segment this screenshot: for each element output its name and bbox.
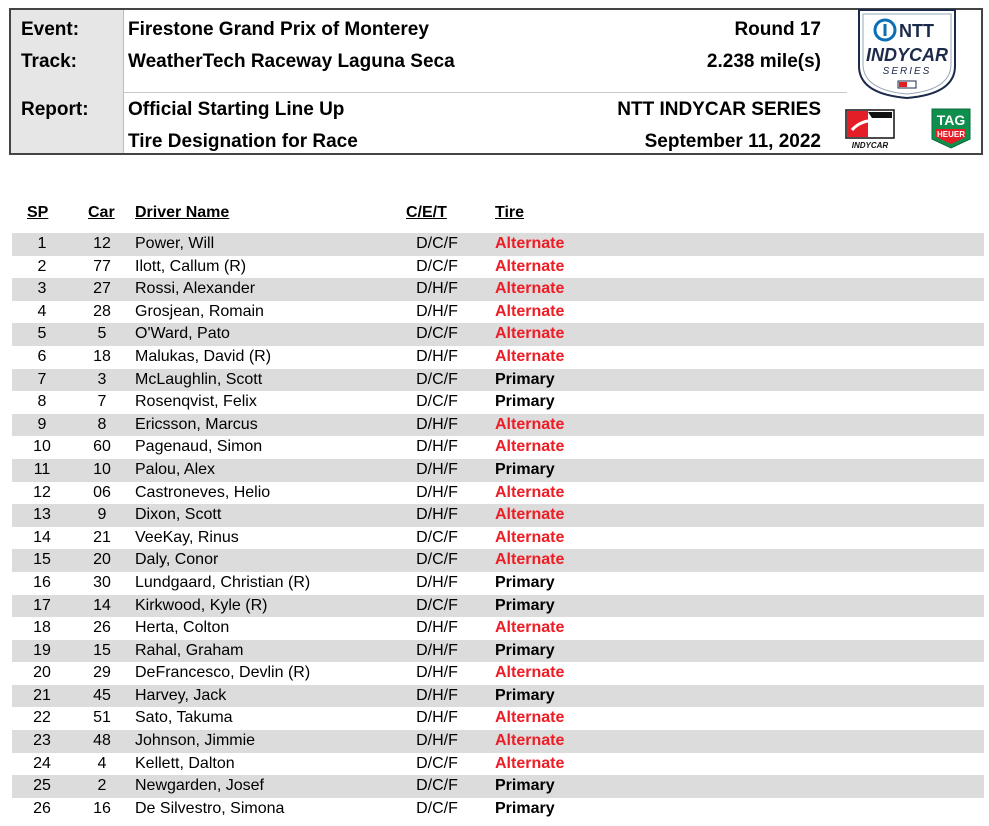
table-row xyxy=(12,595,984,618)
tire-designation-cell: Primary xyxy=(495,777,555,795)
start-position-cell: 23 xyxy=(33,732,51,750)
table-row xyxy=(12,572,984,595)
tire-designation-cell: Primary xyxy=(495,573,555,591)
driver-name-cell: Rosenqvist, Felix xyxy=(135,393,257,411)
car-number-cell: 26 xyxy=(93,619,111,637)
column-header-sp: SP xyxy=(27,204,49,221)
driver-name-cell: Ericsson, Marcus xyxy=(135,415,258,433)
car-number-cell: 28 xyxy=(93,302,111,320)
driver-name-cell: Sato, Takuma xyxy=(135,709,233,727)
driver-name-cell: VeeKay, Rinus xyxy=(135,528,239,546)
tire-designation-cell: Alternate xyxy=(495,528,565,546)
tire-designation-cell: Alternate xyxy=(495,506,565,524)
table-row xyxy=(12,640,984,663)
chassis-engine-tire-cell: D/C/F xyxy=(416,596,458,614)
tire-designation-cell: Alternate xyxy=(495,347,565,365)
table-row xyxy=(12,707,984,730)
column-header-car: Car xyxy=(88,204,115,221)
svg-text:TAG: TAG xyxy=(936,112,966,128)
chassis-engine-tire-cell: D/H/F xyxy=(416,732,458,750)
tire-designation-cell: Alternate xyxy=(495,325,565,343)
table-row xyxy=(12,436,984,459)
start-position-cell: 20 xyxy=(33,664,51,682)
table-row xyxy=(12,753,984,776)
start-position-cell: 8 xyxy=(37,393,47,411)
car-number-cell: 15 xyxy=(93,641,111,659)
start-position-cell: 10 xyxy=(33,438,51,456)
car-number-cell: 21 xyxy=(93,528,111,546)
table-row xyxy=(12,730,984,753)
start-position-cell: 21 xyxy=(33,686,51,704)
column-header-cet: C/E/T xyxy=(406,204,447,221)
tire-designation-cell: Alternate xyxy=(495,754,565,772)
start-position-cell: 17 xyxy=(33,596,51,614)
tire-designation-cell: Alternate xyxy=(495,483,565,501)
driver-name-cell: De Silvestro, Simona xyxy=(135,799,285,817)
table-row xyxy=(12,278,984,301)
car-number-cell: 14 xyxy=(93,596,111,614)
driver-name-cell: Lundgaard, Christian (R) xyxy=(135,573,311,591)
event-label: Event: xyxy=(21,19,80,40)
driver-name-cell: DeFrancesco, Devlin (R) xyxy=(135,664,311,682)
car-number-cell: 4 xyxy=(97,754,107,772)
driver-name-cell: Dixon, Scott xyxy=(135,506,222,524)
tire-designation-cell: Primary xyxy=(495,460,555,478)
round-number: Round 17 xyxy=(734,19,821,40)
car-number-cell: 48 xyxy=(93,732,111,750)
table-row xyxy=(12,798,984,821)
event-name: Firestone Grand Prix of Monterey xyxy=(128,19,429,40)
driver-name-cell: Pagenaud, Simon xyxy=(135,438,263,456)
indycar-small-logo xyxy=(842,108,898,150)
car-number-cell: 60 xyxy=(93,438,111,456)
driver-name-cell: Daly, Conor xyxy=(135,551,219,569)
report-subtitle: Tire Designation for Race xyxy=(128,131,358,152)
svg-text:INDYCAR: INDYCAR xyxy=(851,141,889,150)
table-row xyxy=(12,504,984,527)
car-number-cell: 16 xyxy=(93,799,111,817)
car-number-cell: 5 xyxy=(97,325,107,343)
start-position-cell: 12 xyxy=(33,483,51,501)
tire-designation-cell: Alternate xyxy=(495,415,565,433)
table-row xyxy=(12,482,984,505)
chassis-engine-tire-cell: D/C/F xyxy=(416,257,458,275)
driver-name-cell: Power, Will xyxy=(135,235,215,252)
chassis-engine-tire-cell: D/H/F xyxy=(416,415,458,433)
svg-text:HEUER: HEUER xyxy=(936,130,966,139)
report-label: Report: xyxy=(21,99,89,120)
chassis-engine-tire-cell: D/H/F xyxy=(416,438,458,456)
chassis-engine-tire-cell: D/H/F xyxy=(416,686,458,704)
table-row xyxy=(12,617,984,640)
tire-designation-cell: Alternate xyxy=(495,709,565,727)
chassis-engine-tire-cell: D/C/F xyxy=(416,777,458,795)
svg-text:INDYCAR: INDYCAR xyxy=(865,45,949,65)
chassis-engine-tire-cell: D/H/F xyxy=(416,280,458,298)
driver-name-cell: Castroneves, Helio xyxy=(135,483,271,501)
table-row xyxy=(12,662,984,685)
ntt-indycar-series-logo xyxy=(855,8,959,100)
start-position-cell: 25 xyxy=(33,777,51,795)
car-number-cell: 18 xyxy=(93,347,111,365)
driver-name-cell: O'Ward, Pato xyxy=(135,325,230,343)
start-position-cell: 3 xyxy=(37,280,47,298)
car-number-cell: 77 xyxy=(93,257,111,275)
chassis-engine-tire-cell: D/H/F xyxy=(416,302,458,320)
track-label: Track: xyxy=(21,51,77,72)
table-row xyxy=(12,685,984,708)
table-header xyxy=(0,200,989,226)
car-number-cell: 9 xyxy=(97,506,107,524)
driver-name-cell: Harvey, Jack xyxy=(135,686,227,704)
tire-designation-cell: Alternate xyxy=(495,619,565,637)
start-position-cell: 26 xyxy=(33,799,51,817)
table-row xyxy=(12,775,984,798)
start-position-cell: 13 xyxy=(33,506,51,524)
chassis-engine-tire-cell: D/H/F xyxy=(416,483,458,501)
start-position-cell: 9 xyxy=(37,415,47,433)
car-number-cell: 06 xyxy=(93,483,111,501)
car-number-cell: 2 xyxy=(97,777,107,795)
chassis-engine-tire-cell: D/C/F xyxy=(416,393,458,411)
tire-designation-cell: Primary xyxy=(495,799,555,817)
start-position-cell: 15 xyxy=(33,551,51,569)
start-position-cell: 5 xyxy=(37,325,47,343)
table-row xyxy=(12,301,984,324)
table-row xyxy=(12,346,984,369)
tire-designation-cell: Primary xyxy=(495,686,555,704)
driver-name-cell: Grosjean, Romain xyxy=(135,302,264,320)
series-name: NTT INDYCAR SERIES xyxy=(617,99,821,120)
car-number-cell: 7 xyxy=(97,393,107,411)
start-position-cell: 24 xyxy=(33,754,51,772)
start-position-cell: 22 xyxy=(33,709,51,727)
chassis-engine-tire-cell: D/H/F xyxy=(416,664,458,682)
start-position-cell: 14 xyxy=(33,528,51,546)
car-number-cell: 45 xyxy=(93,686,111,704)
chassis-engine-tire-cell: D/C/F xyxy=(416,235,458,252)
report-title: Official Starting Line Up xyxy=(128,99,345,120)
race-date: September 11, 2022 xyxy=(644,131,821,152)
car-number-cell: 27 xyxy=(93,280,111,298)
column-header-tire: Tire xyxy=(495,204,525,221)
driver-name-cell: Newgarden, Josef xyxy=(135,777,264,795)
driver-name-cell: Malukas, David (R) xyxy=(135,347,272,365)
track-length: 2.238 mile(s) xyxy=(706,51,821,72)
column-header-driver: Driver Name xyxy=(135,204,230,221)
chassis-engine-tire-cell: D/H/F xyxy=(416,573,458,591)
driver-name-cell: Johnson, Jimmie xyxy=(135,732,256,750)
chassis-engine-tire-cell: D/C/F xyxy=(416,754,458,772)
car-number-cell: 29 xyxy=(93,664,111,682)
start-position-cell: 6 xyxy=(37,347,47,365)
tire-designation-cell: Primary xyxy=(495,596,555,614)
chassis-engine-tire-cell: D/H/F xyxy=(416,506,458,524)
chassis-engine-tire-cell: D/C/F xyxy=(416,799,458,817)
tire-designation-cell: Alternate xyxy=(495,257,565,275)
tire-designation-cell: Primary xyxy=(495,370,555,388)
report-header xyxy=(9,8,983,155)
chassis-engine-tire-cell: D/C/F xyxy=(416,325,458,343)
tire-designation-cell: Primary xyxy=(495,641,555,659)
chassis-engine-tire-cell: D/H/F xyxy=(416,641,458,659)
header-divider xyxy=(123,92,847,93)
car-number-cell: 12 xyxy=(93,235,111,252)
table-row xyxy=(12,459,984,482)
tire-designation-cell: Alternate xyxy=(495,438,565,456)
start-position-cell: 7 xyxy=(37,370,47,388)
start-position-cell: 4 xyxy=(37,302,47,320)
start-position-cell: 1 xyxy=(37,235,47,252)
tire-designation-cell: Alternate xyxy=(495,235,565,252)
tire-designation-cell: Alternate xyxy=(495,280,565,298)
start-position-cell: 18 xyxy=(33,619,51,637)
starting-lineup-table xyxy=(12,233,984,820)
driver-name-cell: McLaughlin, Scott xyxy=(135,370,263,388)
car-number-cell: 30 xyxy=(93,573,111,591)
driver-name-cell: Herta, Colton xyxy=(135,619,230,637)
chassis-engine-tire-cell: D/C/F xyxy=(416,528,458,546)
table-row xyxy=(12,369,984,392)
tire-designation-cell: Alternate xyxy=(495,732,565,750)
driver-name-cell: Palou, Alex xyxy=(135,460,216,478)
car-number-cell: 20 xyxy=(93,551,111,569)
start-position-cell: 19 xyxy=(33,641,51,659)
chassis-engine-tire-cell: D/H/F xyxy=(416,709,458,727)
tire-designation-cell: Primary xyxy=(495,393,555,411)
svg-text:SERIES: SERIES xyxy=(882,66,932,77)
table-row xyxy=(12,391,984,414)
table-row xyxy=(12,256,984,279)
chassis-engine-tire-cell: D/H/F xyxy=(416,619,458,637)
driver-name-cell: Kirkwood, Kyle (R) xyxy=(135,596,268,614)
driver-name-cell: Rahal, Graham xyxy=(135,641,244,659)
driver-name-cell: Rossi, Alexander xyxy=(135,280,256,298)
tire-designation-cell: Alternate xyxy=(495,551,565,569)
start-position-cell: 2 xyxy=(37,257,47,275)
table-row xyxy=(12,323,984,346)
table-row xyxy=(12,549,984,572)
chassis-engine-tire-cell: D/C/F xyxy=(416,551,458,569)
chassis-engine-tire-cell: D/H/F xyxy=(416,347,458,365)
table-row xyxy=(12,414,984,437)
car-number-cell: 10 xyxy=(93,460,111,478)
tire-designation-cell: Alternate xyxy=(495,664,565,682)
driver-name-cell: Kellett, Dalton xyxy=(135,754,235,772)
car-number-cell: 3 xyxy=(97,370,107,388)
driver-name-cell: Ilott, Callum (R) xyxy=(135,257,247,275)
car-number-cell: 8 xyxy=(97,415,107,433)
car-number-cell: 51 xyxy=(93,709,111,727)
table-row xyxy=(12,233,984,256)
start-position-cell: 16 xyxy=(33,573,51,591)
tire-designation-cell: Alternate xyxy=(495,302,565,320)
tag-heuer-logo xyxy=(929,107,973,149)
chassis-engine-tire-cell: D/C/F xyxy=(416,370,458,388)
svg-text:NTT: NTT xyxy=(899,21,934,41)
start-position-cell: 11 xyxy=(33,460,51,478)
chassis-engine-tire-cell: D/H/F xyxy=(416,460,458,478)
track-name: WeatherTech Raceway Laguna Seca xyxy=(128,51,455,72)
table-row xyxy=(12,527,984,550)
